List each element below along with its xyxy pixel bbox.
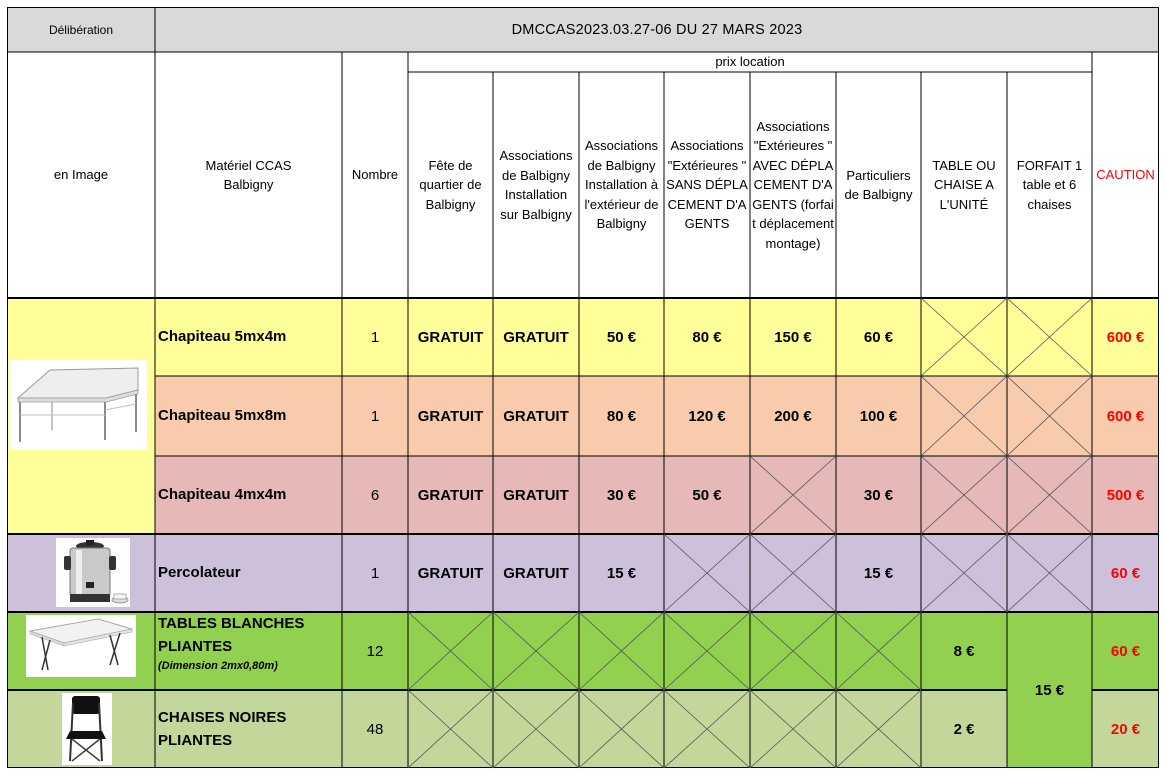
price-assoc-ext: 50 € <box>579 298 664 376</box>
row-nombre: 6 <box>342 456 408 534</box>
na-cell <box>836 690 921 768</box>
na-cell <box>408 612 493 690</box>
na-cell <box>1007 456 1092 534</box>
col-header-materiel <box>155 52 342 298</box>
na-cell <box>1007 376 1092 456</box>
row-name <box>155 690 342 768</box>
tent-drawing <box>10 360 147 450</box>
col-header-assoc-ext-avec: Associations "Extérieures " AVEC DÉPLACEMENT D'AGENTS (forfait déplacement montage) <box>752 118 834 251</box>
price-assoc-ext-avec: 150 € <box>750 298 836 376</box>
na-cell <box>750 534 836 612</box>
folding-table-image <box>26 615 136 677</box>
price-assoc-sur: GRATUIT <box>493 298 579 376</box>
na-cell <box>836 612 921 690</box>
price-particuliers: 60 € <box>836 298 921 376</box>
price-fete: GRATUIT <box>408 298 493 376</box>
price-assoc-sur: GRATUIT <box>493 456 579 534</box>
na-cell <box>408 690 493 768</box>
row-nombre: 1 <box>342 298 408 376</box>
row-dimension: (Dimension 2mx0,80m) <box>158 659 278 672</box>
col-header-image: en Image <box>53 167 109 183</box>
col-header-nombre: Nombre <box>351 167 399 183</box>
col-header-table-chaise: TABLE OU CHAISE A L'UNITÉ <box>932 157 996 212</box>
folding-chair-drawing <box>62 693 112 765</box>
price-particuliers: 15 € <box>836 534 921 612</box>
percolator-drawing <box>56 538 130 607</box>
col-header-fete: Fête de quartier de Balbigny <box>419 157 482 212</box>
na-cell <box>493 690 579 768</box>
row-nombre: 48 <box>342 690 408 768</box>
caution-value: 60 € <box>1092 612 1159 690</box>
price-assoc-ext: 30 € <box>579 456 664 534</box>
na-cell <box>750 690 836 768</box>
price-assoc-ext: 15 € <box>579 534 664 612</box>
caution-value: 600 € <box>1092 376 1159 456</box>
col-header-assoc-ext-sans: Associations "Extérieures " SANS DÉPLACEMENT D'AGENTS <box>666 138 748 232</box>
price-assoc-ext-sans: 80 € <box>664 298 750 376</box>
na-cell <box>1007 298 1092 376</box>
row-name-text: CHAISES NOIRES PLIANTES <box>158 708 287 749</box>
col-header-materiel-text: Matériel CCAS Balbigny <box>205 157 292 192</box>
caution-value: 60 € <box>1092 534 1159 612</box>
price-particuliers: 100 € <box>836 376 921 456</box>
na-cell <box>921 534 1007 612</box>
row-nombre: 1 <box>342 534 408 612</box>
price-fete: GRATUIT <box>408 376 493 456</box>
price-unite: 8 € <box>921 612 1007 690</box>
na-cell <box>921 298 1007 376</box>
col-header-assoc-ext: Associations de Balbigny Installation à l'extérieur de Balbigny <box>584 138 659 232</box>
na-cell <box>921 376 1007 456</box>
folding-chair-image <box>62 693 112 765</box>
deliberation-title: DMCCAS2023.03.27-06 DU 27 MARS 2023 <box>155 7 1159 52</box>
na-cell <box>579 612 664 690</box>
price-assoc-ext-sans: 50 € <box>664 456 750 534</box>
price-particuliers: 30 € <box>836 456 921 534</box>
price-assoc-ext: 80 € <box>579 376 664 456</box>
caution-value: 500 € <box>1092 456 1159 534</box>
price-forfait: 15 € <box>1007 612 1092 768</box>
percolator-image <box>56 538 130 607</box>
deliberation-label: Délibération <box>7 7 155 52</box>
na-cell <box>493 612 579 690</box>
price-fete: GRATUIT <box>408 534 493 612</box>
col-header-caution: CAUTION <box>1096 167 1155 183</box>
folding-table-drawing <box>26 615 136 677</box>
col-header-forfait: FORFAIT 1 table et 6 chaises <box>1016 157 1083 212</box>
row-name: Chapiteau 5mx4m <box>155 298 342 376</box>
col-header-assoc-sur: Associations de Balbigny Installation sur Balbigny <box>499 148 573 222</box>
na-cell <box>664 690 750 768</box>
price-assoc-sur: GRATUIT <box>493 534 579 612</box>
col-header-prix-location: prix location <box>715 54 785 70</box>
tent-image <box>10 360 147 450</box>
price-assoc-ext-avec: 200 € <box>750 376 836 456</box>
caution-value: 20 € <box>1092 690 1159 768</box>
na-cell <box>750 612 836 690</box>
col-header-particuliers: Particuliers de Balbigny <box>844 167 913 202</box>
na-cell <box>664 612 750 690</box>
na-cell <box>1007 534 1092 612</box>
row-name-text: TABLES BLANCHES PLIANTES <box>158 615 305 656</box>
row-name <box>155 612 342 690</box>
row-nombre: 1 <box>342 376 408 456</box>
na-cell <box>579 690 664 768</box>
row-nombre: 12 <box>342 612 408 690</box>
na-cell <box>921 456 1007 534</box>
price-assoc-ext-sans: 120 € <box>664 376 750 456</box>
row-name: Percolateur <box>155 534 342 612</box>
price-unite: 2 € <box>921 690 1007 768</box>
na-cell <box>750 456 836 534</box>
na-cell <box>664 534 750 612</box>
row-name: Chapiteau 5mx8m <box>155 376 342 456</box>
price-assoc-sur: GRATUIT <box>493 376 579 456</box>
caution-value: 600 € <box>1092 298 1159 376</box>
price-fete: GRATUIT <box>408 456 493 534</box>
row-name: Chapiteau 4mx4m <box>155 456 342 534</box>
